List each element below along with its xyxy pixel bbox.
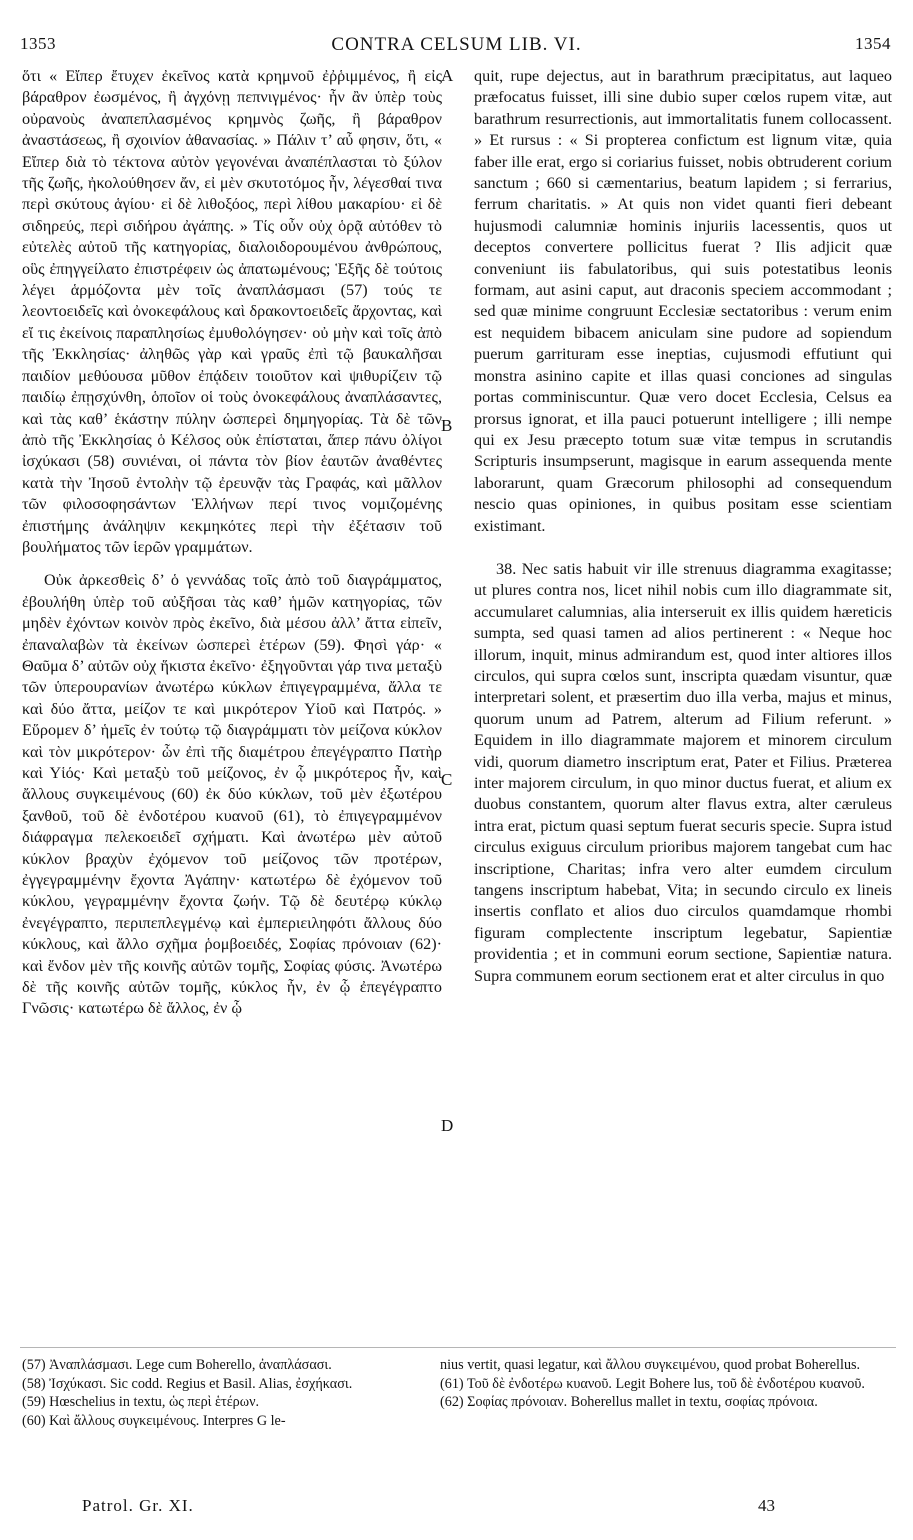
footnote-57: (57) Ἀναπλάσμασι. Lege cum Boherello, ἀναπλάσασι. xyxy=(22,1357,332,1373)
footnotes-right xyxy=(440,1356,892,1412)
footnote-59: (59) Hœschelius in textu, ὡς περὶ ἑτέρων. xyxy=(22,1394,260,1411)
footnote-62: (62) Σοφίας πρόνοιαν. Boherellus mallet in textu, σοφίας πρόνοια. xyxy=(440,1394,818,1411)
footnote-61: (61) Τοῦ δὲ ἐνδοτέρω κυανοῦ. Legit Bohere lus, τοῦ δὲ ἐνδοτέρου κυανοῦ. xyxy=(440,1375,865,1392)
margin-mark-d: D xyxy=(441,1116,454,1135)
margin-mark-b: B xyxy=(441,416,453,435)
running-title: CONTRA CELSUM LIB. VI. xyxy=(331,34,582,55)
page-number-left: 1353 xyxy=(20,34,56,53)
footnote-60-continued: nius vertit, quasi legatur, καὶ ἄλλου συγκειμένου, quod probat Boherellus. xyxy=(440,1357,861,1373)
greek-paragraph-1: ὅτι « Εἴπερ ἔτυχεν ἐκεῖνος κατὰ κρημνοῦ ἐῤῥιμμένος, ἢ εἰς βάραθρον ἐωσμένος, ἢ ἀγχόνῃ πεπνιγμένος· ἦν ἂν ὑπὲρ τοὺς οὐρανοὺς ἀναπεπλασμένος κρημνὸς ζωῆς, ἢ βάραθρον ἀναστάσεως, ἢ σχοινίον ἀθανασίας. » Πάλιν τ’ αὖ φησιν, ὅτι, « Εἴπερ διὰ τὸ τέκτονα αὐτὸν γεγονέναι ἀναπέπλασται τὸ ξύλον τῆς ζωῆς, ἠκολούθησεν ἄν, εἰ μὲν σκυτοτόμος ἦν, λέγεσθαί τινα περὶ σκύτους ἁγίου· εἰ δὲ λιθοξόος, περὶ λίθου μακαρίου· εἰ δὲ σιδηρεύς, περὶ σιδήρου ἀγάπης. » Τίς οὖν οὐχ ὁρᾷ αὐτόθεν τὸ εὐτελὲς αὐτοῦ τῆς κατηγορίας, διαλοιδορουμένου ἀνθρώπους, οὓς ἐπηγγείλατο ἐπιστρέφειν ὡς ἀπατωμένους; Ἑξῆς δὲ τούτοις λέγει ἁρμόζοντα μὲν τοῖς ἀναπλάσμασι (57) τούς τε λεοντοειδεῖς καὶ ὀνοκεφάλους καὶ δρακοντοειδεῖς ἄρχοντας, καὶ εἴ τις ἐκείνοις παραπλησίως ἐμυθολόγησεν· οὐ μὴν καὶ τοῖς ἀπὸ τῆς Ἐκκλησίας· ἀληθῶς γὰρ καὶ γραῦς ἐπὶ τῷ βαυκαλῆσαι παιδίον μεθύουσα μῦθον ἐπᾴδειν τοιοῦτον καὶ ψιθυρίζειν τῷ παιδίῳ ἐπῃσχύνθη, ὁποῖον οἱ τοὺς ὀνοκεφάλους ἀναπλάσαντες, καὶ τὰς καθ’ ἑκάστην πύλην ὡσπερεὶ δημηγορίας. Τὰ δὲ τῶν ἀπὸ τῆς Ἐκκλησίας ὁ Κέλσος οὐκ ἐπίσταται, ἅπερ πάνυ ὀλίγοι ἰσχύκασι (58) συνιέναι, οἱ πάντα τὸν βίον ἑαυτῶν ἀναθέντες κατὰ τὴν Ἰησοῦ ἐντολὴν τῷ ἐρευνᾷν τὰς Γραφάς, καὶ μᾶλλον τῶν φιλοσοφησάντων Ἑλλήνων περί τινος νομιζομένης ἐπιστήμης ἀνάληψιν κεκμηκότες περὶ τὴν ἐξέτασιν τοῦ βουλήματος τῶν ἱερῶν γραμμάτων. xyxy=(22,67,442,556)
latin-paragraph-2: 38. Nec satis habuit vir ille strenuus diagramma exagitasse; ut plures contra nos, licet nihil nobis cum illo diagrammate sit, accumularet calumnias, alia interseruit ex illis quidem hæreticis sumpta, sed quasi tamen ad alios pertinerent : « Neque hoc illorum, inquit, minus admirandum est, quod inter altiores illos circulos, qui supra cœlos sunt, inscripta quædam visuntur, quæ interpretari solent, et præsertim duo illa verba, majus et minus, quorum unum ad Patrem, alterum ad Filium referunt. » Equidem in illo diagrammate majorem et minorem circulum vidi, quorum diametro inscriptum erat, Pater et Filius. Præterea inter majorem circulum, in quo minor ductus fuerat, et alium ex duobus constantem, quorum alter flavus extra, alter cæruleus intra erat, pictum quasi septum fuerat securis specie. Supra istud circulus exiguus circulum prioribus majorem tangebat cum hac inscriptione, Charitas; infra vero alter eumdem circulum tangens inscriptum habebat, Vita; in secundo circulo ex lineis insertis conflato et alios duo circulos quamdamque rhombi figuram complectente inscriptum legebatur, Sapientiæ providentia ; et in communi eorum sectione, Sapientiæ natura. Supra communem eorum sectionem erat et alter circulus in quo xyxy=(474,559,892,985)
page-number-right: 1354 xyxy=(855,34,891,53)
greek-column xyxy=(22,66,442,1020)
margin-mark-c: C xyxy=(441,770,453,789)
footnote-58: (58) Ἰσχύκασι. Sic codd. Regius et Basil. Alias, ἐσχήκασι. xyxy=(22,1375,353,1392)
latin-column xyxy=(474,66,892,987)
footnotes-left xyxy=(22,1356,432,1430)
latin-paragraph-1: quit, rupe dejectus, aut in barathrum præcipitatus, aut laqueo præfocatus fuisset, illi sine dubio super cœlos rupem vitæ, aut barathrum resurrectionis, aut immortalitatis funem collocassent. » Et rursus : « Si propterea confictum est lignum vitæ, quia faber ille erat, ergo si coriarius fuisset, nobis obtruderent corium sanctum ; 660 si cæmentarius, beatum lapidem ; si ferrarius, ferrum charitatis. » At quis non videt quanti fieri debeant hujusmodi calumniæ hominis injuriis lacessentis, quos ut deceptos convertere pollicitus fuerat ? Ilis adjicit quæ conveniunt iis fabulatoribus, qui suis potestatibus leonis formam, aut asini caput, aut draconis speciem accommodant ; sed quæ minime congruunt Ecclesiæ sectatoribus : verum enim est nequidem bibacem aniculam sine pudore ad sopiendum puerum garrituram esse ineptias, cujusmodi effutiunt qui monstra asinino capite et illas quasi conciones ad singulas portas comminiscuntur. Quæ vero docet Ecclesia, Celsus ea prorsus ignorat, et illa pauci potuerunt intelligere ; illi nempe qui ex Jesu præcepto totum suæ vitæ tempus in scrutandis Scripturis insumpserunt, magisque in earum assequenda mente laborarunt, quam Græcorum philosophi ad consequendum nescio quas opiniones, in quibus positam esse scientiam existimant. xyxy=(474,67,892,535)
footnote-60: (60) Καὶ ἄλλους συγκειμένους. Interpres G le- xyxy=(22,1412,286,1429)
footer-signature: 43 xyxy=(758,1496,775,1515)
footnote-divider xyxy=(20,1347,896,1348)
footer-series: Patrol. Gr. XI. xyxy=(82,1496,194,1515)
greek-paragraph-2: Οὐκ ἀρκεσθεὶς δ’ ὁ γεννάδας τοῖς ἀπὸ τοῦ διαγράμματος, ἐβουλήθη ὑπὲρ τοῦ αὐξῆσαι τὰς καθ’ ἡμῶν κατηγορίας, τῶν μηδὲν ἐχόντων κοινὸν πρὸς ἐκεῖνο, διὰ μέσου ἀλλ’ ἄττα εἰπεῖν, ἐπαναλαβὼν τὰ ἐκείνων ὡσπερεὶ ἑτέρων (59). Φησὶ γάρ· « Θαῦμα δ’ αὐτῶν οὐχ ἥκιστα ἐκεῖνο· ἐξηγοῦνται γάρ τινα μεταξὺ τῶν ὑπερουρανίων ἀνωτέρω κύκλων ἐπιγεγραμμένα, ἄλλα τε καὶ δύο ἄττα, μείζον τε καὶ μικρότερον Υἱοῦ καὶ Πατρός. » Εὕρομεν δ’ ἡμεῖς ἐν τούτῳ τῷ διαγράμματι τὸν μείζονα κύκλον καὶ τὸν μικρότερον· ὧν ἐπὶ τῆς διαμέτρου ἐπεγέγραπτο Πατὴρ καὶ Υἱός· Καὶ μεταξὺ τοῦ μείζονος, ἐν ᾧ μικρότερος ἦν, καὶ ἄλλους συγκειμένους (60) ἐκ δύο κύκλων, τοῦ μὲν ἐξωτέρου ξανθοῦ, τοῦ δὲ ἐνδοτέρου κυανοῦ (61), τὸ ἐπιγεγραμμένον διάφραγμα πελεκοειδεῖ σχήματι. Καὶ ἀνωτέρω μὲν αὐτοῦ κύκλον βραχὺν ἐχόμενον τοῦ μείζονος τῶν προτέρων, ἐγγεγραμμένην ἔχοντα Ἀγάπην· κατωτέρω δὲ ἐχόμενον τοῦ κύκλου, γεγραμμένην ἔχοντα ζωήν. Τῷ δὲ δευτέρῳ κύκλῳ ἐνεγέγραπτο, περιπεπλεγμένῳ καὶ ἐμπεριειληφότι ἄλλους δύο κύκλους, καὶ ἄλλο σχῆμα ῥομβοειδές, Σοφίας πρόνοιαν (62)· καὶ ἔνδον μὲν τῆς κοινῆς αὐτῶν τομῆς, Σοφίας φύσις. Ἀνωτέρω δὲ τῆς κοινῆς αὐτῶν τομῆς, κύκλος ἦν, ἐν ᾧ ἐπεγέγραπτο Γνῶσις· κατωτέρω δὲ ἄλλος, ἐν ᾧ xyxy=(22,571,442,1018)
margin-mark-a: A xyxy=(441,66,454,85)
